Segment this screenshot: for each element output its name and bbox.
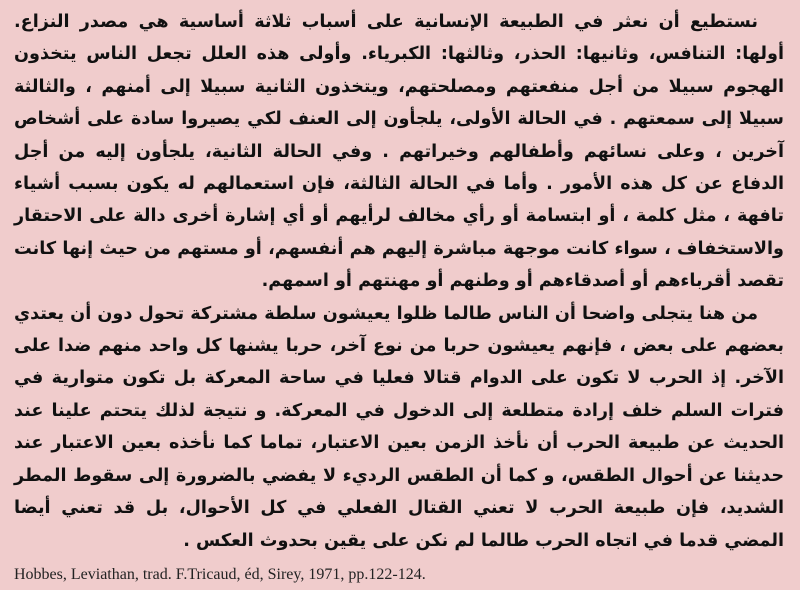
- source-citation: Hobbes, Leviathan, trad. F.Tricaud, éd, Sirey, 1971, pp.122-124.: [14, 566, 426, 583]
- paragraph-2: من هنا يتجلى واضحا أن الناس طالما ظلوا يعيشون سلطة مشتركة تحول دون أن يعتدي بعضهم على بعض ، فإنهم يعيشون حربا من نوع آخر، حربا يشنها كل واحد منهم ضدا على الآخر. إذ الحرب لا تكون على الدوام قتالا فعليا في ساحة المعركة بل تكون متوارية في فترات السلم خلف إرادة متطلعة إلى الدخول في المعركة. و نتيجة لذلك يتحتم علينا عند الحديث عن طبيعة الحرب أن نأخذ الزمن بعين الاعتبار، تماما كما نأخذه بعين الاعتبار عند حديثنا عن أحوال الطقس، و كما أن الطقس الرديء لا يفضي بالضرورة إلى سقوط المطر الشديد، فإن طبيعة الحرب لا تعني القتال الفعلي في كل الأحوال، بل قد تعني أيضا المضي قدما في اتجاه الحرب طالما لم نكن على يقين بحدوث العكس .: [14, 303, 784, 551]
- arabic-text-body: [14, 6, 784, 557]
- paragraph-1: نستطيع أن نعثر في الطبيعة الإنسانية على أسباب ثلاثة أساسية هي مصدر النزاع. أولها: التنافس، وثانيها: الحذر، وثالثها: الكبرياء. وأولى هذه العلل تجعل الناس يتخذون الهجوم سبيلا من أجل منفعتهم ومصلحتهم، ويتخذون الثانية سبيلا إلى أمنهم ، والثالثة سبيلا إلى سمعتهم . في الحالة الأولى، يلجأون إلى العنف لكي يصيروا سادة على أشخاص آخرين ، وعلى نسائهم وأطفالهم وخيراتهم . وفي الحالة الثانية، يلجأون إليه من أجل الدفاع عن كل هذه الأمور . وأما في الحالة الثالثة، فإن استعمالهم له يكون بسبب أشياء تافهة ، مثل كلمة ، أو ابتسامة أو رأي مخالف لرأيهم أو أي إشارة أخرى دالة على الاحتقار والاستخفاف ، سواء كانت موجهة مباشرة إليهم هم أنفسهم، أو مستهم من حيث إنها كانت تقصد أقرباءهم أو أصدقاءهم أو وطنهم أو مهنتهم أو اسمهم.: [14, 12, 784, 292]
